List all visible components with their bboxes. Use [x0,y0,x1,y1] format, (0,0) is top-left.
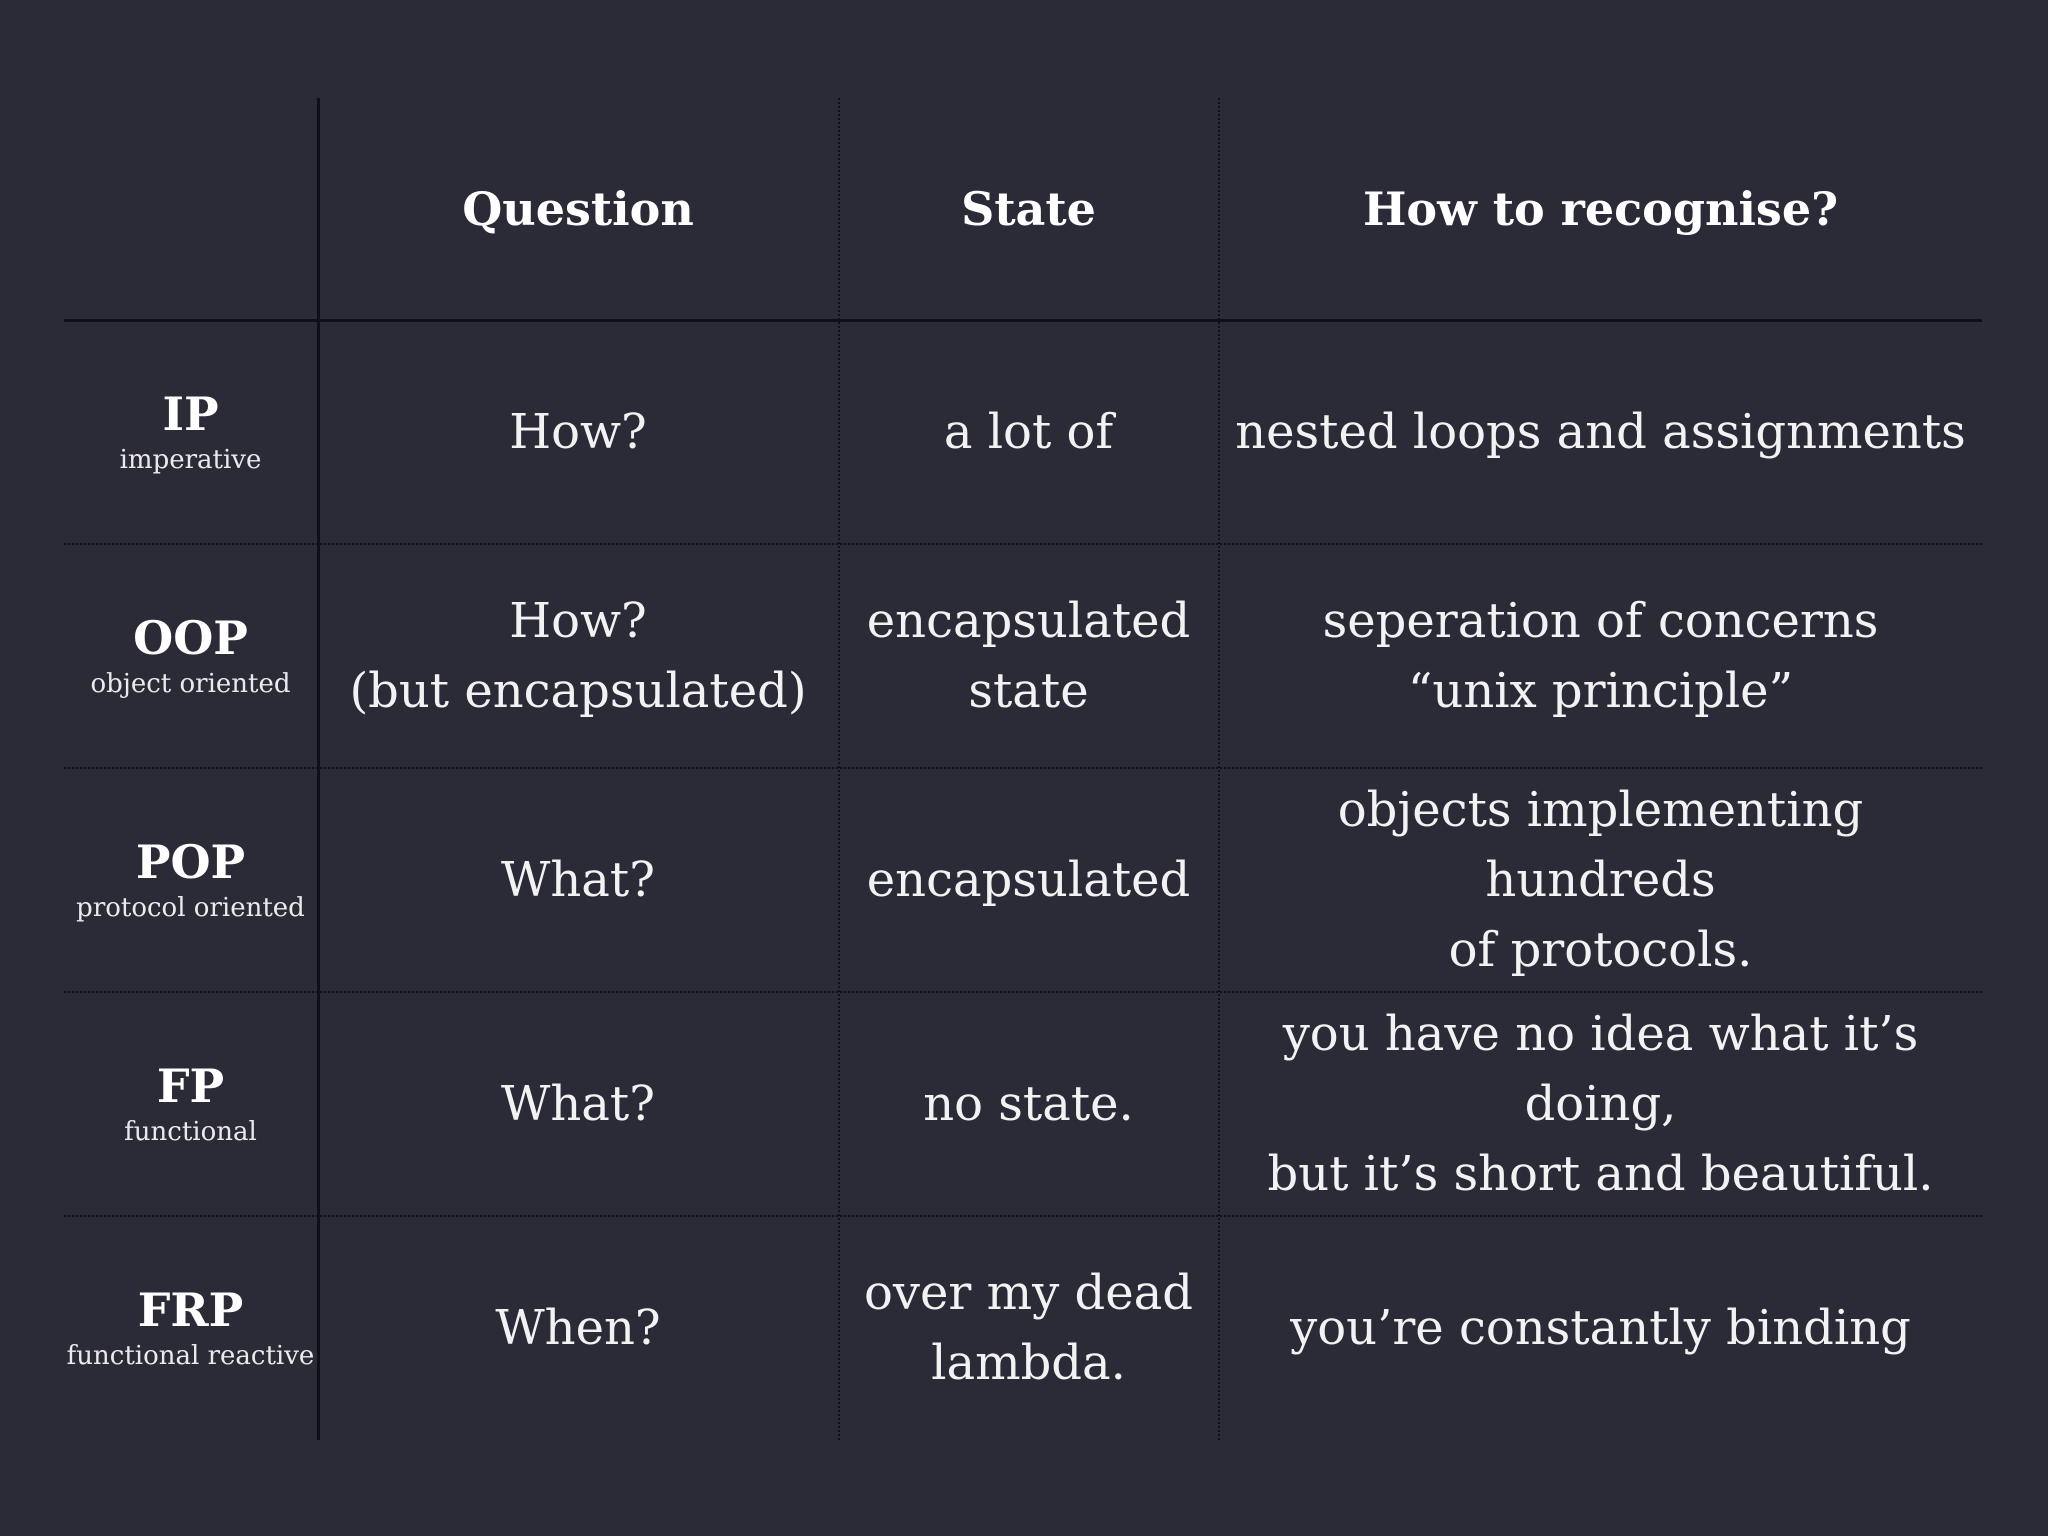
row-label-cell [64,768,317,991]
recognise-cell [1219,1216,1982,1440]
recognise-text: nested loops and assignments [1235,403,1966,460]
state-text: a lot of [943,403,1114,460]
state-cell [839,992,1218,1215]
paradigm-abbreviation: FP [156,1058,225,1113]
recognise-text: objects implementing hundreds [1337,781,1864,908]
recognise-text: of protocols. [1448,921,1753,978]
row-label-cell [64,992,317,1215]
state-cell [839,768,1218,991]
row-label-cell [64,1216,317,1440]
recognise-text: “unix principle” [1407,662,1794,719]
paradigm-full-name: protocol oriented [76,892,305,923]
header-question: Question [462,181,694,236]
question-text: How? [509,403,647,460]
state-text: encapsulated [866,592,1191,649]
paradigm-full-name: object oriented [90,668,291,699]
question-cell [318,768,838,991]
header-cell-state [839,98,1218,319]
state-cell [839,544,1218,767]
state-text: encapsulated [866,851,1191,908]
question-cell [318,544,838,767]
state-text: no state. [923,1075,1134,1132]
paradigm-abbreviation: IP [162,386,219,441]
question-text: What? [501,851,655,908]
recognise-text: seperation of concerns [1322,592,1879,649]
row-label-cell [64,320,317,543]
question-text: What? [501,1075,655,1132]
recognise-cell [1219,768,1982,991]
paradigm-abbreviation: OOP [133,610,248,665]
paradigm-abbreviation: FRP [137,1283,244,1337]
question-text: When? [495,1300,661,1356]
header-recognise: How to recognise? [1362,181,1839,236]
header-cell-recognise [1219,98,1982,319]
state-text: over my dead [864,1265,1193,1321]
state-cell [839,320,1218,543]
paradigm-abbreviation: POP [135,834,246,889]
paradigm-full-name: functional [124,1116,257,1147]
header-state: State [961,181,1096,236]
question-cell [318,1216,838,1440]
paradigm-full-name: imperative [119,444,262,475]
row-label-cell [64,544,317,767]
question-cell [318,992,838,1215]
header-cell-question [318,98,838,319]
state-text: lambda. [931,1335,1126,1391]
recognise-cell [1219,544,1982,767]
recognise-cell [1219,992,1982,1215]
recognise-text: you have no idea what it’s doing, [1282,1005,1919,1132]
recognise-text: you’re constantly binding [1290,1300,1911,1356]
question-text: How? [509,592,647,649]
state-text: state [968,662,1089,719]
paradigm-table [64,98,1982,1440]
question-cell [318,320,838,543]
recognise-cell [1219,320,1982,543]
paradigm-full-name: functional reactive [66,1341,315,1371]
state-cell [839,1216,1218,1440]
recognise-text: but it’s short and beautiful. [1267,1145,1934,1202]
question-text: (but encapsulated) [349,662,807,719]
